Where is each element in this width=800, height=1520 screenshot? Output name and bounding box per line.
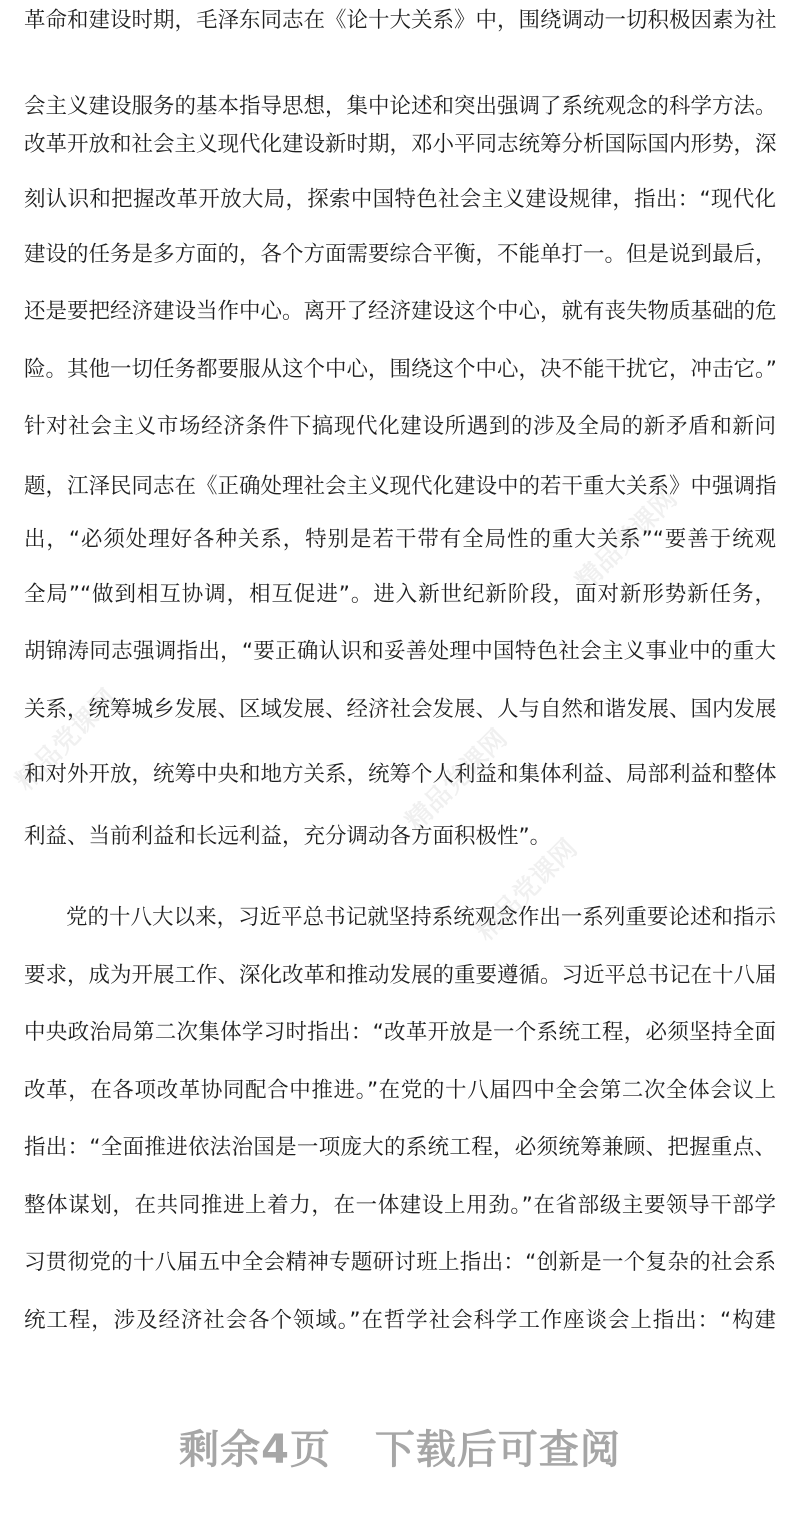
text-line: 整体谋划，在共同推进上着力，在一体建设上用劲。”在省部级主要领导干部学 — [24, 1192, 776, 1218]
text-line: 指出：“全面推进依法治国是一项庞大的系统工程，必须统筹兼顾、把握重点、 — [24, 1135, 776, 1160]
download-to-read-label: 下载后可查阅 — [374, 1427, 621, 1473]
watermark: 精品党课网 — [10, 683, 124, 797]
text-line: 和对外开放，统筹中央和地方关系，统筹个人利益和集体利益、局部利益和整体 — [24, 762, 777, 787]
text-line: 习贯彻党的十八届五中全会精神专题研讨班上指出：“创新是一个复杂的社会系 — [24, 1250, 776, 1275]
text-line: 改革开放和社会主义现代化建设新时期，邓小平同志统筹分析国际国内形势，深 — [24, 132, 777, 157]
text-line: 革命和建设时期，毛泽东同志在《论十大关系》中，围绕调动一切积极因素为社 — [24, 8, 777, 33]
text-line: 会主义建设服务的基本指导思想，集中论述和突出强调了系统观念的科学方法。 — [24, 94, 777, 119]
text-line: 题，江泽民同志在《正确处理社会主义现代化建设中的若干重大关系》中强调指 — [24, 474, 777, 499]
text-line: 建设的任务是多方面的，各个方面需要综合平衡，不能单打一。但是说到最后， — [24, 242, 777, 267]
text-line: 利益、当前利益和长远利益，充分调动各方面积极性”。 — [24, 824, 552, 849]
text-line: 针对社会主义市场经济条件下搞现代化建设所遇到的涉及全局的新矛盾和新问 — [24, 414, 776, 439]
text-line: 统工程，涉及经济社会各个领域。”在哲学社会科学工作座谈会上指出：“构建 — [24, 1307, 776, 1333]
text-line: 还是要把经济建设当作中心。离开了经济建设这个中心，就有丧失物质基础的危 — [24, 299, 777, 324]
text-line: 胡锦涛同志强调指出，“要正确认识和妥善处理中国特色社会主义事业中的重大 — [24, 639, 776, 664]
download-prompt[interactable] — [0, 1418, 800, 1475]
text-line: 险。其他一切任务都要服从这个中心，围绕这个中心，决不能干扰它，冲击它。” — [24, 357, 777, 382]
text-line: 刻认识和把握改革开放大局，探索中国特色社会主义建设规律，指出：“现代化 — [24, 187, 776, 212]
remaining-pages-label: 剩余4页 — [179, 1427, 331, 1473]
text-line: 关系，统筹城乡发展、区域发展、经济社会发展、人与自然和谐发展、国内发展 — [24, 697, 777, 722]
text-line: 要求，成为开展工作、深化改革和推动发展的重要遵循。习近平总书记在十八届 — [24, 962, 777, 988]
text-line: 出，“必须处理好各种关系，特别是若干带有全局性的重大关系”“要善于统观 — [24, 527, 776, 552]
text-line: 改革，在各项改革协同配合中推进。”在党的十八届四中全会第二次全体会议上 — [24, 1077, 776, 1103]
watermark: 精品党课网 — [400, 723, 514, 837]
watermark: 精品党课网 — [570, 483, 684, 597]
text-line: 党的十八大以来，习近平总书记就坚持系统观念作出一系列重要论述和指示 — [66, 905, 776, 930]
text-line: 全局”“做到相互协调，相互促进”。进入新世纪新阶段，面对新形势新任务， — [24, 582, 776, 607]
watermark: 精品党课网 — [470, 833, 584, 947]
text-line: 中央政治局第二次集体学习时指出：“改革开放是一个系统工程，必须坚持全面 — [24, 1020, 776, 1045]
